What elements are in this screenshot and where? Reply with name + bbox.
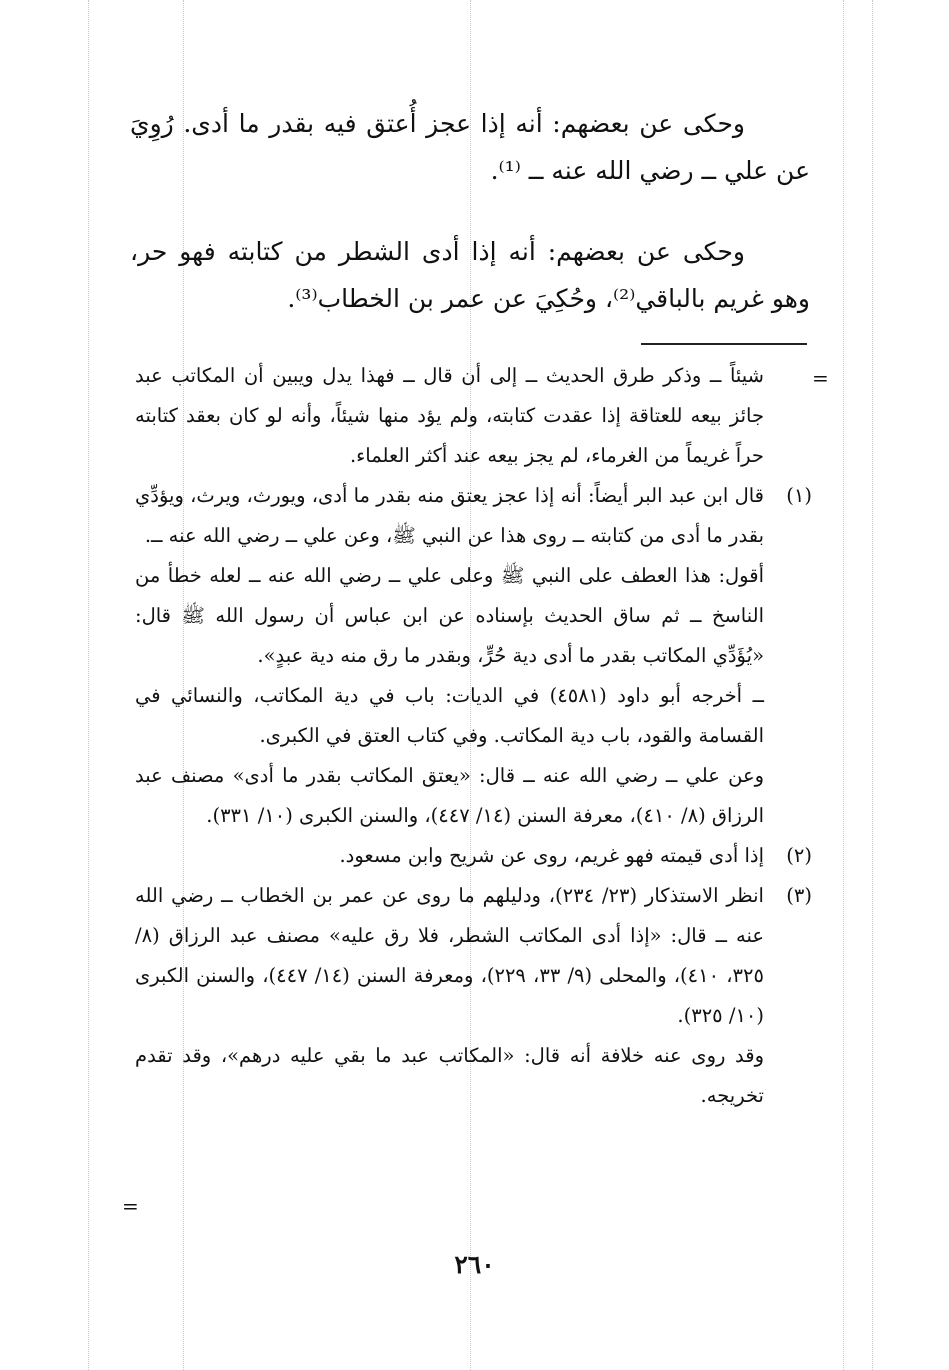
footnote-paragraph: ــ أخرجه أبو داود (٤٥٨١) في الديات: باب في دية المكاتب، والنسائي في القسامة والقود، باب دية المكاتب. وفي كتاب العتق في الكبرى. xyxy=(135,684,764,747)
footnote-paragraph: إذا أدى قيمته فهو غريم، روى عن شريح وابن مسعود. xyxy=(339,844,764,867)
footnote-paragraph: أقول: هذا العطف على النبي ﷺ وعلى علي ــ رضي الله عنه ــ لعله خطأ من الناسخ ــ ثم ساق الحديث بإسناده عن ابن عباس أن رسول الله ﷺ قال: «يُؤَدِّي المكاتب بقدر ما أدى دية حُرٍّ، وبقدر ما رق منه دية عبدٍ». xyxy=(135,564,764,667)
scan-guide-line xyxy=(843,0,844,1370)
footnote-number: (٢) xyxy=(786,844,812,867)
footnote-separator xyxy=(641,343,807,345)
main-paragraph-1: وحكى عن بعضهم: أنه إذا عجز أُعتق فيه بقدر ما أدى. رُوِيَ عن علي ــ رضي الله عنه ــ ⁽¹⁾. xyxy=(130,109,810,185)
scan-guide-line xyxy=(88,0,89,1370)
footnote-continuation xyxy=(135,356,812,476)
page-number: ٢٦٠ xyxy=(454,1250,495,1279)
scan-guide-line xyxy=(872,0,873,1370)
footnote-number: (٣) xyxy=(786,884,812,907)
main-paragraph-2: وحكى عن بعضهم: أنه إذا أدى الشطر من كتابته فهو حر، وهو غريم بالباقي⁽²⁾، وحُكِيَ عن عمر بن الخطاب⁽³⁾. xyxy=(130,237,810,313)
footnote-paragraph: انظر الاستذكار (٢٣/ ٢٣٤)، ودليلهم ما روى عن عمر بن الخطاب ــ رضي الله عنه ــ قال: «إذا أدى المكاتب الشطر، فلا رق عليه» مصنف عبد الرزاق (٨/ ٣٢٥، ٤١٠)، والمحلى (٩/ ٣٣، ٢٢٩)، ومعرفة السنن (١٤/ ٤٤٧)، والسنن الكبرى (١٠/ ٣٢٥). xyxy=(135,884,764,1027)
footnote-paragraph: قال ابن عبد البر أيضاً: أنه إذا عجز يعتق منه بقدر ما أدى، ويورث، ويرث، ويؤدِّي بقدر ما أدى من كتابته ــ روى هذا عن النبي ﷺ، وعن علي ــ رضي الله عنه ــ. xyxy=(135,484,764,547)
footnote-paragraph: وعن علي ــ رضي الله عنه ــ قال: «يعتق المكاتب بقدر ما أدى» مصنف عبد الرزاق (٨/ ٤١٠)، معرفة السنن (١٤/ ٤٤٧)، والسنن الكبرى (١٠/ ٣٣١). xyxy=(135,764,764,827)
footnote-3 xyxy=(135,876,812,1116)
footnote-1 xyxy=(135,476,812,836)
footnote-number: (١) xyxy=(786,484,812,507)
footnotes xyxy=(135,356,812,1116)
footnote-paragraph: وقد روى عنه خلافة أنه قال: «المكاتب عبد ما بقي عليه درهم»، وقد تقدم تخريجه. xyxy=(135,1044,764,1107)
footnote-continuation-text: شيئاً ــ وذكر طرق الحديث ــ إلى أن قال ــ فهذا يدل ويبين أن المكاتب عبد جائز بيعه للعتاقة إذا عقدت كتابته، ولم يؤد منها شيئاً، وأنه لو كان بعقد كتابته حراً غريماً من الغرماء، لم يجز بيعه عند أكثر العلماء. xyxy=(135,364,764,467)
end-continuation-mark: = xyxy=(122,1194,139,1218)
continuation-mark: = xyxy=(812,366,829,390)
footnote-2 xyxy=(135,836,812,876)
